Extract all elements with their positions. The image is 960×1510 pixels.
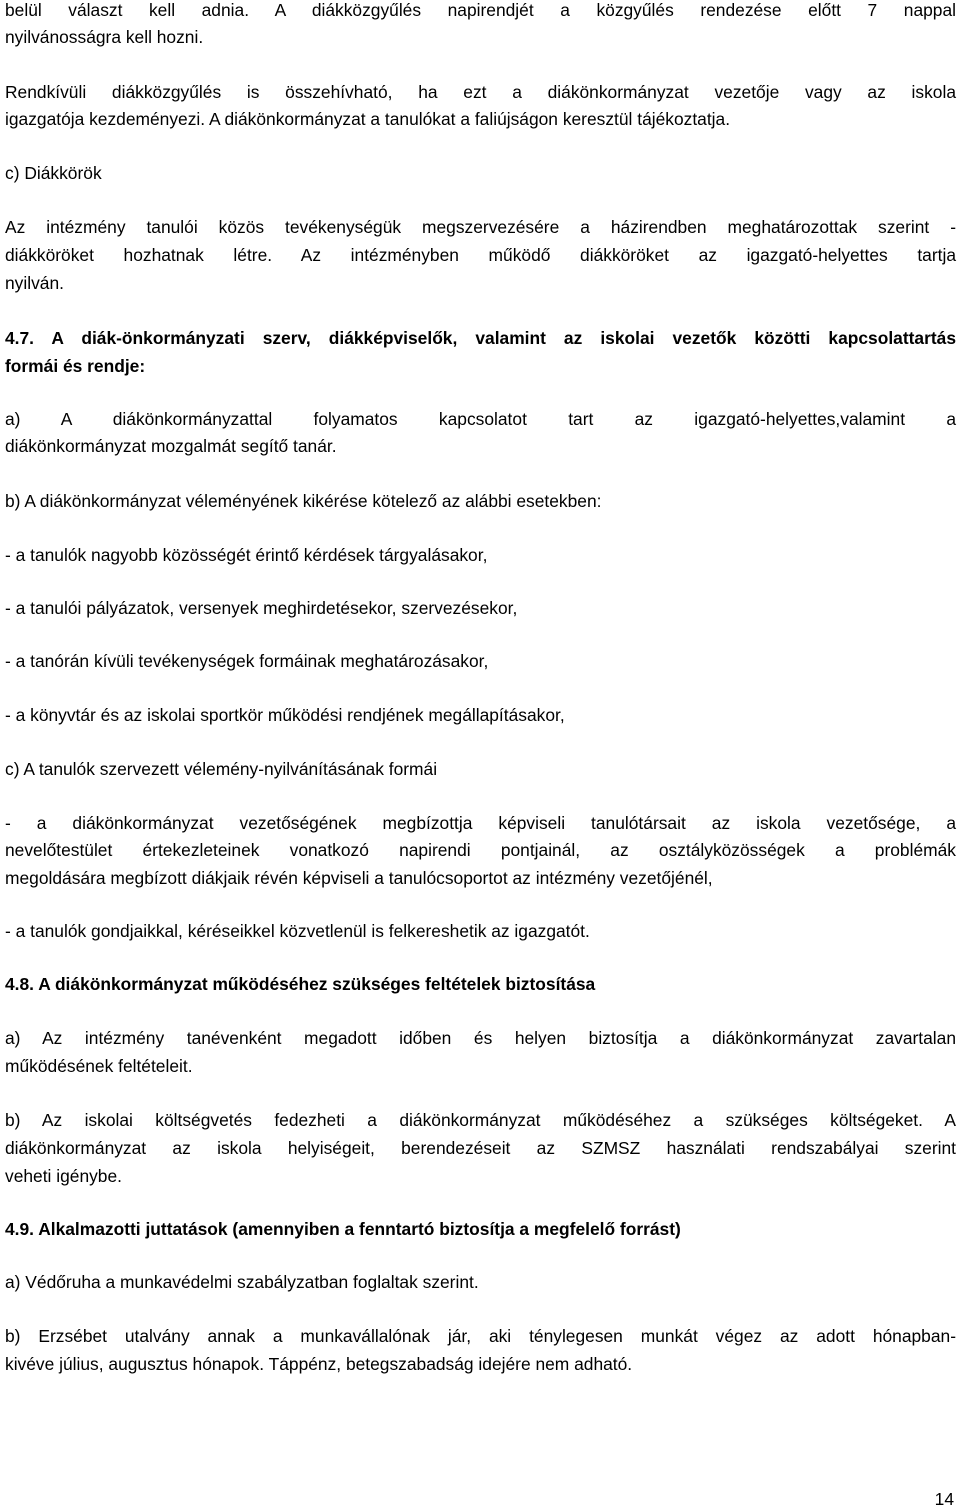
paragraph-line: b) Erzsébet utalvány annak a munkavállalónak jár, aki ténylegesen munkát végez az adott hónapban- xyxy=(5,1326,956,1346)
paragraph-line: működésének feltételeit. xyxy=(5,1056,193,1076)
paragraph-line: nyilvánosságra kell hozni. xyxy=(5,27,204,47)
subsection-heading: c) Diákkörök xyxy=(5,163,102,183)
section-heading-4-7-cont: formái és rendje: xyxy=(5,356,146,376)
paragraph-line: - a tanulók gondjaikkal, kéréseikkel közvetlenül is felkereshetik az igazgatót. xyxy=(5,921,590,941)
list-item: - a tanórán kívüli tevékenységek formáinak meghatározásakor, xyxy=(5,651,489,671)
paragraph-line: a) A diákönkormányzattal folyamatos kapcsolatot tart az igazgató-helyettes,valamint a xyxy=(5,409,956,429)
paragraph-line: Az intézmény tanulói közös tevékenységük megszervezésére a házirendben meghatározottak szerint - xyxy=(5,217,956,237)
paragraph-line: megoldására megbízott diákjaik révén képviseli a tanulócsoportot az intézmény vezetőjénél, xyxy=(5,868,713,888)
list-item: - a tanulók nagyobb közösségét érintő kérdések tárgyalásakor, xyxy=(5,545,488,565)
paragraph-line: belül választ kell adnia. A diákközgyűlés napirendjét a közgyűlés rendezése előtt 7 nappal xyxy=(5,0,956,20)
paragraph-line: a) Védőruha a munkavédelmi szabályzatban foglaltak szerint. xyxy=(5,1272,479,1292)
paragraph-line: nyilván. xyxy=(5,273,64,293)
section-heading-4-7: 4.7. A diák-önkormányzati szerv, diákképviselők, valamint az iskolai vezetők közötti kapcsolattartás xyxy=(5,328,956,348)
paragraph-line: b) A diákönkormányzat véleményének kikérése kötelező az alábbi esetekben: xyxy=(5,491,602,511)
paragraph-line: a) Az intézmény tanévenként megadott időben és helyen biztosítja a diákönkormányzat zavartalan xyxy=(5,1028,956,1048)
section-heading-4-8: 4.8. A diákönkormányzat működéséhez szükséges feltételek biztosítása xyxy=(5,974,596,994)
section-heading-4-9: 4.9. Alkalmazotti juttatások (amennyiben a fenntartó biztosítja a megfelelő forrást) xyxy=(5,1219,681,1239)
list-item: - a tanulói pályázatok, versenyek meghirdetésekor, szervezésekor, xyxy=(5,598,518,618)
paragraph-line: kivéve július, augusztus hónapok. Táppénz, betegszabadság idejére nem adható. xyxy=(5,1354,633,1374)
paragraph-line: c) A tanulók szervezett vélemény-nyilvánításának formái xyxy=(5,759,438,779)
paragraph-line: diákönkormányzat mozgalmát segítő tanár. xyxy=(5,436,337,456)
paragraph-line: Rendkívüli diákközgyűlés is összehívható, ha ezt a diákönkormányzat vezetője vagy az iskola xyxy=(5,82,956,102)
paragraph-line: b) Az iskolai költségvetés fedezheti a diákönkormányzat működéséhez a szükséges költségeket. A xyxy=(5,1110,956,1130)
paragraph-line: diákönkormányzat az iskola helyiségeit, berendezéseit az SZMSZ használati rendszabályai szerint xyxy=(5,1138,956,1158)
paragraph-line: diákköröket hozhatnak létre. Az intézményben működő diákköröket az igazgató-helyettes tartja xyxy=(5,245,956,265)
paragraph-line: nevelőtestület értekezleteinek vonatkozó napirendi pontjainál, az osztályközösségek a problémák xyxy=(5,840,956,860)
paragraph-line: - a diákönkormányzat vezetőségének megbízottja képviseli tanulótársait az iskola vezetősége, a xyxy=(5,813,956,833)
list-item: - a könyvtár és az iskolai sportkör működési rendjének megállapításakor, xyxy=(5,705,565,725)
paragraph-line: igazgatója kezdeményezi. A diákönkormányzat a tanulókat a faliújságon keresztül tájékoztatja. xyxy=(5,109,731,129)
page-number: 14 xyxy=(934,1489,954,1509)
paragraph-line: veheti igénybe. xyxy=(5,1166,122,1186)
